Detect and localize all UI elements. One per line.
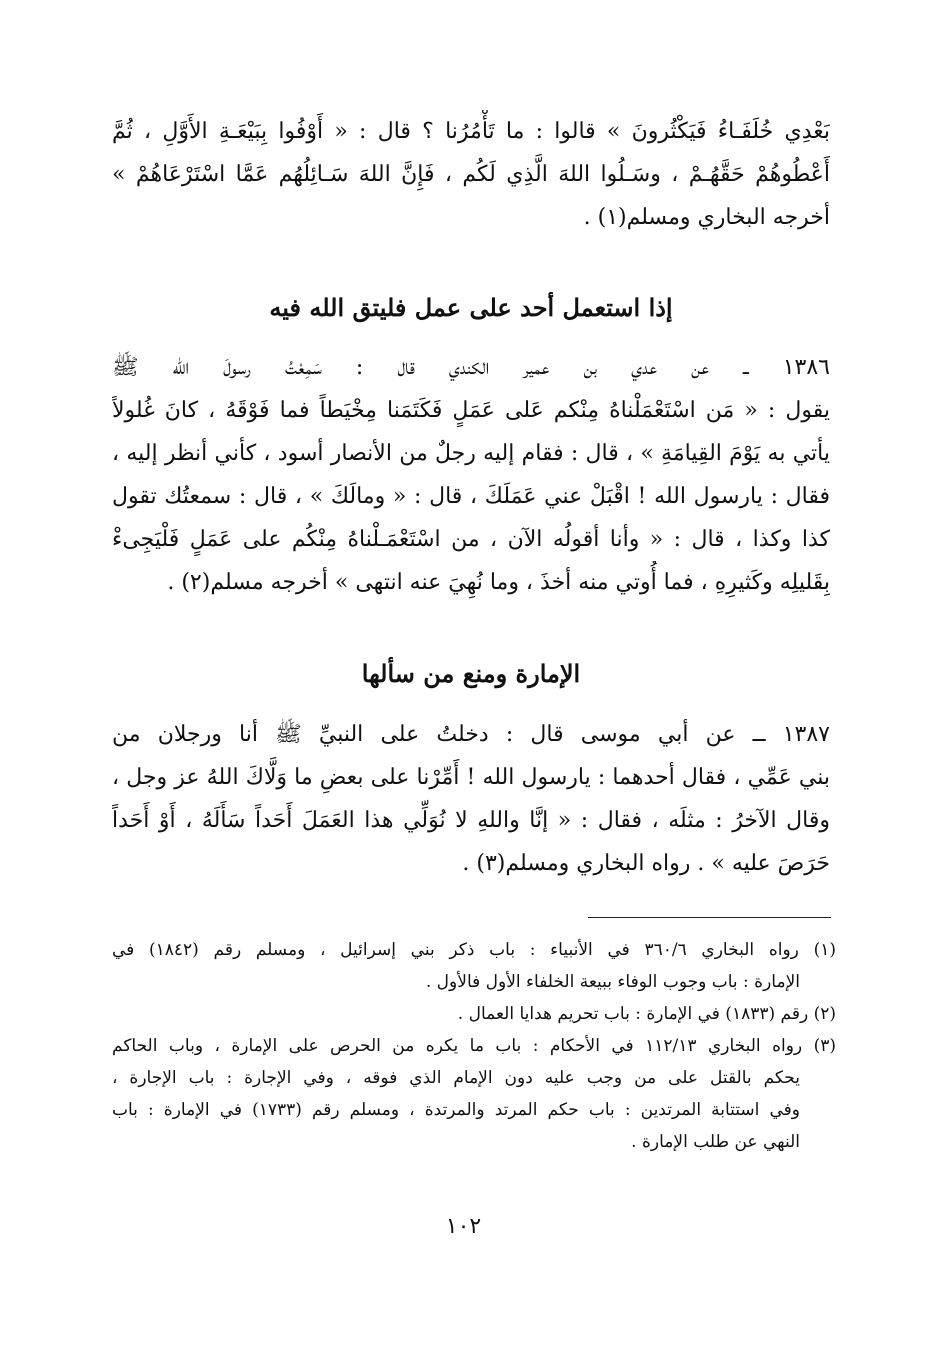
text-line: أَعْطُوهُمْ حَقَّهُـمْ ، وسَـلُوا اللهَ الَّذِي لَكُم ، فَإِنَّ اللهَ سَـائِلُهُم عَمَّا اسْتَرْعَاهُمْ » [112,162,830,187]
footnote-line: الإمارة : باب وجوب الوفاء ببيعة الخلفاء الأول فالأول . [425,972,800,992]
footnote-line: (٢) رقم (١٨٣٣) في الإمارة : باب تحريم هدايا العمال . [457,1004,836,1024]
footnote-line: (٣) رواه البخاري ١١٢/١٣ في الأحكام : باب ما يكره من الحرص على الإمارة ، وباب الحاكم [112,1036,836,1056]
text-line: فقال : يارسول الله ! اقْبَلْ عني عَمَلَكَ ، قال : « ومالَكَ » ، قال : سمعتُك تقول [112,484,830,509]
text-line: ١٣٨٦ ــ عن عدي بن عمير الكندي قال : سَمِعْتُ رسولَ الله ﷺ [112,355,830,380]
intro-paragraph [112,110,830,239]
footnotes [112,934,836,1158]
text-line: أخرجه البخاري ومسلم(١) . [583,205,830,230]
text-line: حَرَصَ عليه » . رواه البخاري ومسلم(٣) . [462,851,830,876]
footnote-separator [588,917,831,918]
hadith-1387-paragraph [112,713,830,885]
footnote-line: وفي استتابة المرتدين : باب حكم المرتد والمرتدة ، ومسلم رقم (١٧٣٣) في الإمارة : باب [112,1100,800,1120]
text-line: يأتي به يَوْمَ القِيامَةِ » ، قال : فقام إليه رجلٌ من الأنصار أسود ، كأني أنظر إليه ، [112,441,830,466]
footnote-line: النهي عن طلب الإمارة . [631,1132,800,1152]
footnote-line: يحكم بالقتل على من وجب عليه دون الإمام الذي فوقه ، وفي الإجارة : باب الإجارة ، [112,1068,800,1088]
text-line: كذا وكذا ، قال : « وأنا أقولُه الآن ، من اسْتَعْمَـلْناهُ مِنْكُم على عَمَلٍ فَلْيَجِىءْ [112,527,830,552]
section-heading: إذا استعمل أحد على عمل فليتق الله فيه [269,293,673,322]
footnote-2 [112,998,836,1030]
text-line: بَعْدِي خُلَفَـاءُ فَيَكْثُرونَ » قالوا : ما تَأْمُرُنا ؟ قال : « أَوْفُوا بِبَيْعَـةِ الأَوَّلِ ، ثُمَّ [112,119,830,144]
text-line: ١٣٨٧ ــ عن أبي موسى قال : دخلتُ على النبيِّ ﷺ أنا ورجلان من [112,722,830,747]
hadith-1386-paragraph [112,346,830,604]
footnote-1 [112,934,836,998]
footnote-3 [112,1030,836,1158]
section-heading: الإمارة ومنع من سألها [361,659,581,688]
text-line: يقول : « مَن اسْتَعْمَلْناهُ مِنْكم عَلى عَمَلٍ فَكَتَمَنا مِخْيَطاً فما فَوْقَهُ ، كانَ غُلولاً [112,398,830,423]
text-line: بِقَليلِه وكَثيرِهِ ، فما أُوتي منه أخذَ ، وما نُهِيَ عنه انتهى » أخرجه مسلم(٢) . [167,570,830,595]
page-number: ١٠٢ [445,1214,482,1239]
footnote-line: (١) رواه البخاري ٣٦٠/٦ في الأنبياء : باب ذكر بني إسرائيل ، ومسلم رقم (١٨٤٢) في [112,940,836,960]
text-line: بني عَمِّي ، فقال أحدهما : يارسول الله ! أَمِّرْنا على بعضِ ما وَلَّاكَ اللهُ عز وجل ، [112,765,830,790]
text-line: وقال الآخرُ : مثلَه ، فقال : « إنَّا واللهِ لا نُوَلِّي هذا العَمَلَ أَحَداً سَأَلَهُ ، أَوْ أَحَداً [112,808,830,833]
